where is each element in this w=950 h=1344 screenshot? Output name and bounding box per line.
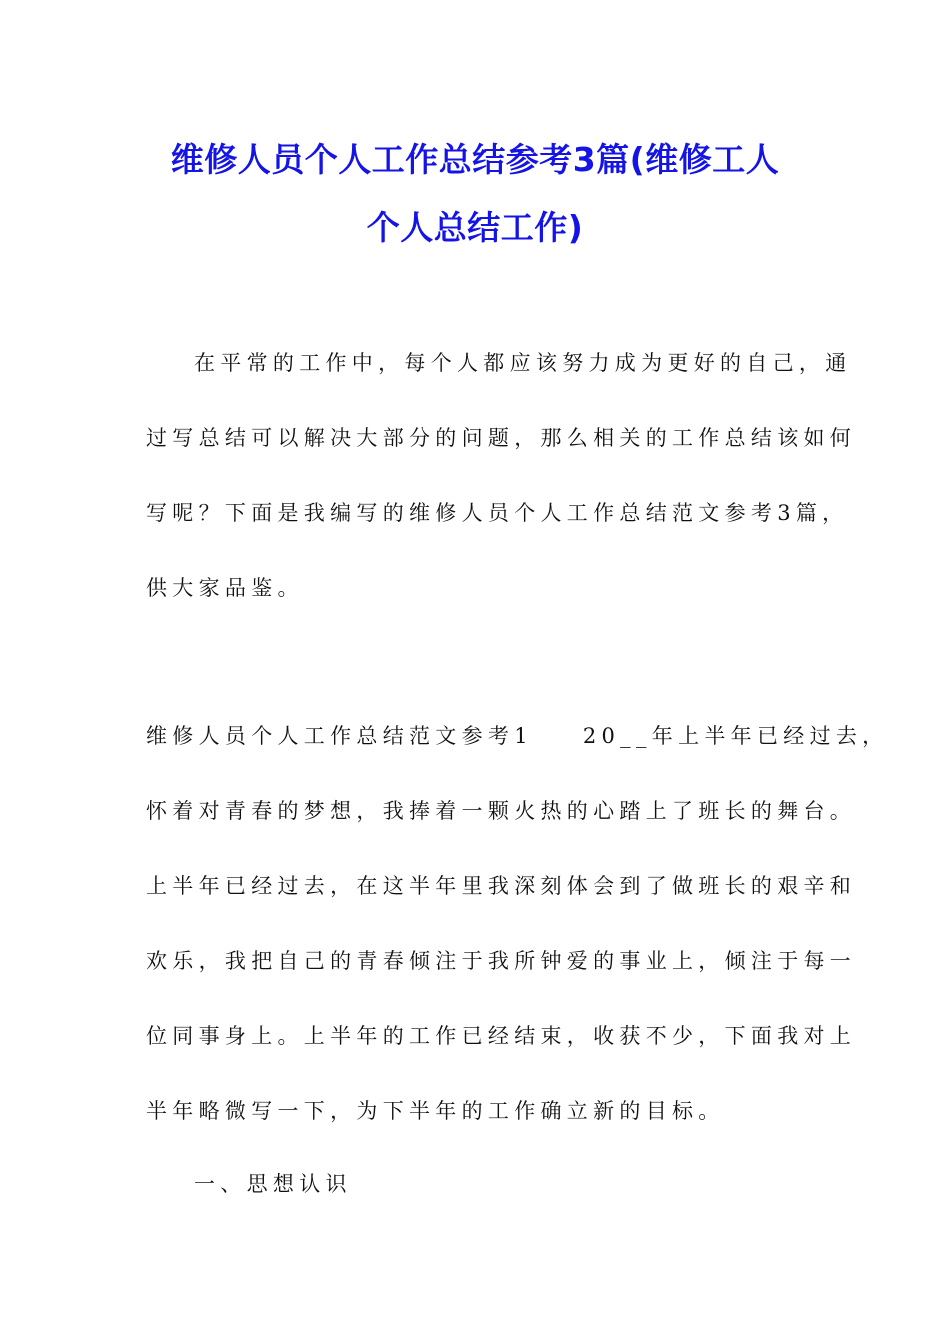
intro-paragraph-line: 过写总结可以解决大部分的问题，那么相关的工作总结该如何: [146, 426, 857, 450]
subheading-thought-awareness: 一、思想认识: [194, 1172, 352, 1196]
intro-paragraph-line: 写呢？下面是我编写的维修人员个人工作总结范文参考3篇，: [146, 501, 849, 525]
section-1-heading: 维修人员个人工作总结范文参考1: [146, 724, 533, 748]
section-1-paragraph-line: 上半年已经过去，在这半年里我深刻体会到了做班长的艰辛和: [146, 874, 857, 898]
section-1-paragraph-line: 位同事身上。上半年的工作已经结束，收获不少，下面我对上: [146, 1024, 857, 1048]
document-title-line-2: 个人总结工作): [366, 208, 584, 247]
section-1-paragraph-line: 怀着对青春的梦想，我捧着一颗火热的心踏上了班长的舞台。: [146, 799, 857, 823]
section-1-first-line: [146, 720, 888, 750]
section-1-paragraph-line: 欢乐，我把自己的青春倾注于我所钟爱的事业上，倾注于每一: [146, 949, 857, 973]
section-1-paragraph-line: 半年略微写一下，为下半年的工作确立新的目标。: [146, 1099, 725, 1123]
intro-paragraph-line: 供大家品鉴。: [146, 576, 304, 600]
intro-paragraph-line: 在平常的工作中，每个人都应该努力成为更好的自己，通: [194, 351, 852, 375]
section-1-opening-text: 20__年上半年已经过去，: [582, 724, 889, 748]
document-title-line-1: 维修人员个人工作总结参考3篇(维修工人: [170, 140, 780, 179]
